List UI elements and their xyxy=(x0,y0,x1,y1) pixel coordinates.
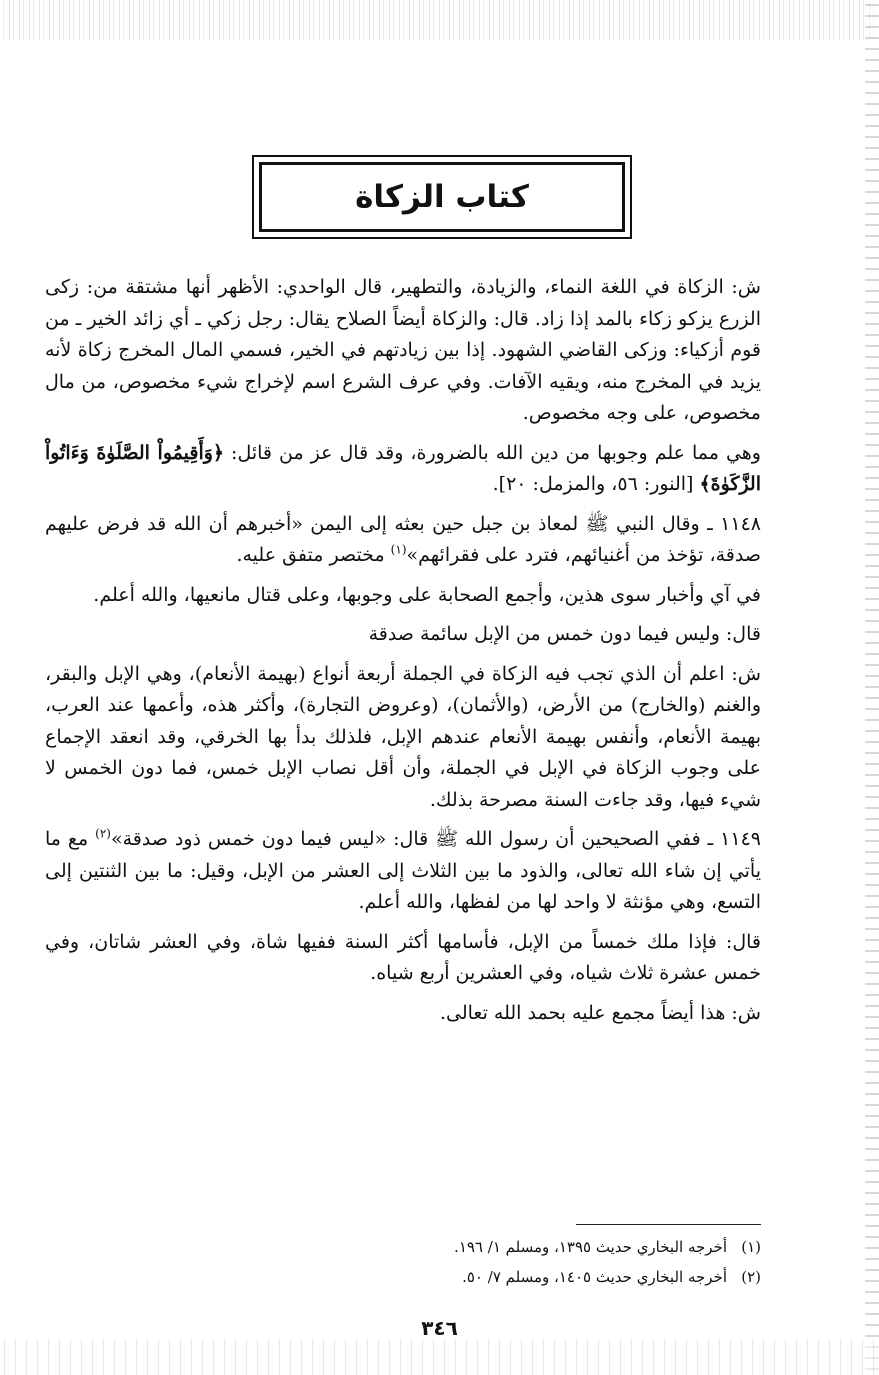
footnotes xyxy=(45,1232,761,1292)
footnote-2 xyxy=(45,1262,761,1292)
quran-verse: ﴿وَأَقِيمُواْ الصَّلَوٰةَ وَءَاتُواْ الزَّكَوٰةَ﴾ xyxy=(45,441,761,495)
paragraph-matn-five-camels: قال: فإذا ملك خمساً من الإبل، فأسامها أكثر السنة ففيها شاة، وفي العشر شاتان، وفي خمس عشرة ثلاث شياه، وفي العشرين أربع شياه. xyxy=(45,930,761,984)
hadith-1148 xyxy=(45,509,761,572)
paragraph-consensus: في آي وأخبار سوى هذين، وأجمع الصحابة على وجوبها، وعلى قتال مانعيها، والله أعلم. xyxy=(93,583,761,606)
body-text xyxy=(45,272,761,1037)
paragraph-definition: ش: الزكاة في اللغة النماء، والزيادة، والتطهير، قال الواحدي: الأظهر أنها مشتقة من: زكى الزرع يزكو زكاء بالمد إذا زاد. قال: والزكاة أيضاً الصلاح يقال: رجل زكي ـ أي زائد الخير ـ من قوم أزكياء: وزكى القاضي الشهود. إذا بين زيادتهم في الخير، فسمي المال المخرج زكاة لأنه يزيد في المخرج منه، ويقيه الآفات. وفي عرف الشرع اسم لإخراج شيء مخصوص، من مال مخصوص، على وجه مخصوص. xyxy=(45,276,761,424)
hadith-text: ١١٤٨ ـ وقال النبي ﷺ لمعاذ بن جبل حين بعثه إلى اليمن «أخبرهم أن الله قد فرض عليهم صدقة، تؤخذ من أغنيائهم، فترد على فقرائهم» xyxy=(45,512,761,566)
paragraph-obligation xyxy=(45,438,761,501)
hadith-text: ١١٤٩ ـ ففي الصحيحين أن رسول الله ﷺ قال: «ليس فيما دون خمس ذود صدقة» xyxy=(110,828,761,850)
hadith-1149 xyxy=(45,824,761,919)
scan-edge-top xyxy=(0,0,879,40)
footnote-ref-1[interactable]: (١) xyxy=(390,542,407,557)
scan-edge-bottom xyxy=(0,1339,879,1375)
footnote-text: أخرجه البخاري حديث ١٤٠٥، ومسلم ٧/ ٥٠. xyxy=(462,1268,727,1286)
paragraph-matn-camels: قال: وليس فيما دون خمس من الإبل سائمة صدقة xyxy=(368,623,761,645)
footnote-ref-2[interactable]: (٢) xyxy=(95,826,111,841)
chapter-title: كتاب الزكاة xyxy=(355,179,529,215)
hadith-text-end: مع ما يأتي إن شاء الله تعالى، والذود ما بين الثلاث إلى العشر من الإبل، وقيل: ما بين الثنتين إلى التسع، وهي مؤنثة لا واحد لها من لفظها، والله أعلم. xyxy=(45,828,761,913)
scan-edge-right xyxy=(865,0,879,1375)
footnote-number: (١) xyxy=(741,1238,761,1256)
footnote-text: أخرجه البخاري حديث ١٣٩٥، ومسلم ١/ ١٩٦. xyxy=(454,1238,727,1256)
footnote-1 xyxy=(45,1232,761,1262)
paragraph-types: ش: اعلم أن الذي تجب فيه الزكاة في الجملة أربعة أنواع (بهيمة الأنعام)، وهي الإبل والبقر، والغنم (والخارج) من الأرض، (والأثمان)، (وعروض التجارة)، وأكثر هذه، وأعمها عند العرب، بهيمة الأنعام، وأنفس بهيمة الأنعام عندهم الإبل، فلذلك بدأ بها الخرقي، وقد انعقد الإجماع على وجوب الزكاة في الإبل في الجملة، وأن أقل نصاب الإبل خمس، فما دون الخمس لا شيء فيها، وقد جاءت السنة مصرحة بذلك. xyxy=(45,662,761,811)
page-number: ٣٤٦ xyxy=(421,1316,458,1340)
footnote-number: (٢) xyxy=(741,1268,761,1286)
chapter-title-frame xyxy=(252,155,632,239)
paragraph-consensus-2: ش: هذا أيضاً مجمع عليه بحمد الله تعالى. xyxy=(439,1001,761,1024)
footnote-divider xyxy=(576,1224,761,1225)
hadith-text-end: مختصر متفق عليه. xyxy=(236,544,391,566)
paragraph-text: وهي مما علم وجوبها من دين الله بالضرورة، وقد قال عز من قائل: xyxy=(224,441,761,464)
verse-reference: [النور: ٥٦، والمزمل: ٢٠]. xyxy=(492,473,700,495)
